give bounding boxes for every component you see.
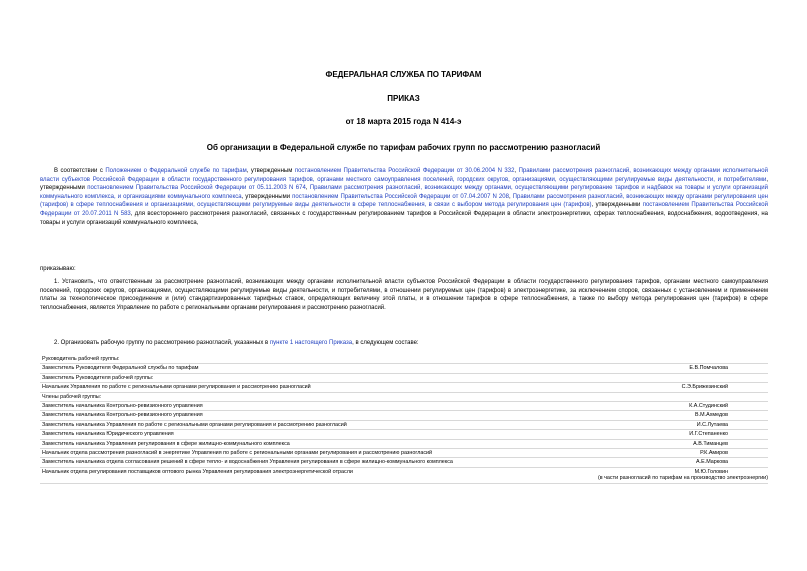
member-name: И.С.Лутаева (696, 421, 728, 428)
composition-section-header (40, 373, 768, 382)
member-position: Заместитель начальника Управления по работе с региональными органами регулирования и рассмотрению разногласий (40, 420, 534, 429)
composition-row (40, 411, 768, 420)
link-decree-332[interactable]: постановлением Правительства Российской Федерации от 30.06.2004 N 332 (294, 168, 515, 174)
member-name-cell (534, 411, 768, 420)
composition-section-header (40, 392, 768, 401)
member-name: А.Е.Маркова (696, 459, 728, 466)
member-position: Заместитель начальника отдела согласования решений в сфере тепло- и водоснабжения Управления регулирования в сфере жилищно-коммунального комплекса (40, 458, 534, 467)
composition-row (40, 467, 768, 483)
link-decree-208[interactable]: постановлением Правительства Российской Федерации от 07.04.2007 N 208 (292, 193, 509, 200)
intro-text: , утвержденным (246, 168, 295, 174)
order-word: приказываю: (40, 266, 76, 272)
member-name-cell (534, 355, 768, 364)
member-name: К.А.Студинский (689, 403, 728, 410)
intro-paragraph (40, 167, 768, 227)
member-name-cell (534, 373, 768, 382)
intro-text: , утвержденными (591, 202, 643, 209)
member-name: А.В.Тиманцев (693, 440, 728, 447)
composition-row (40, 458, 768, 467)
member-name-cell (534, 402, 768, 411)
document-type: ПРИКАЗ (387, 94, 420, 103)
member-name-cell (534, 392, 768, 401)
member-name-cell (534, 420, 768, 429)
member-name-cell (534, 364, 768, 373)
member-position: Начальник отдела регулирования поставщиков оптового рынка Управления регулирования электроэнергетической отрасли (40, 467, 534, 483)
member-name: С.Э.Брижезинский (681, 384, 728, 391)
member-position: Заместитель Руководителя рабочей группы: (40, 373, 534, 382)
member-position: Руководитель рабочей группы: (40, 355, 534, 364)
composition-section-header (40, 355, 768, 364)
member-position: Начальник отдела рассмотрения разногласий в энергетике Управления по работе с региональными органами регулирования и рассмотрению разногласий (40, 449, 534, 458)
member-position: Заместитель начальника Юридического управления (40, 430, 534, 439)
member-position: Заместитель начальника Контрольно-ревизионного управления (40, 411, 534, 420)
member-name-cell (534, 430, 768, 439)
agency-title: ФЕДЕРАЛЬНАЯ СЛУЖБА ПО ТАРИФАМ (325, 70, 482, 79)
item-2-text: , в следующем составе: (352, 340, 419, 346)
composition-table (40, 355, 768, 484)
member-position: Начальник Управления по работе с региональными органами регулирования и рассмотрению разногласий (40, 383, 534, 392)
link-rules-583[interactable]: Правилами рассмотрения разногласий, возникающих между органами регулирования цен (тарифов) в сфере теплоснабжения и организациями, осуществляющими регулируемые виды деятельности в сфере теплоснабжения, в связи с выбором метода регулирования цен (тарифов) (40, 193, 768, 209)
composition-row (40, 449, 768, 458)
member-position: Заместитель начальника Управления регулирования в сфере жилищно-коммунального комплекса (40, 439, 534, 448)
intro-text: В соответствии с (54, 168, 106, 174)
link-rules-674[interactable]: Правилами рассмотрения разногласий, возникающих между органами исполнительной власти субъектов Российской Федерации в области государственного регулирования тарифов, органами местного самоуправления поселений, городских округов, организациями, осуществляющими регулируемые виды деятельности, и потребителями (40, 168, 768, 183)
item-2-text: 2. Организовать рабочую группу по рассмотрению разногласий, указанных в (54, 340, 270, 346)
intro-text: , утвержденными (40, 176, 768, 192)
intro-text: , утвержденными (241, 193, 293, 200)
member-note: (в части разногласий по тарифам на производство электроэнергии) (597, 475, 768, 482)
member-name-cell (534, 383, 768, 392)
link-rules-208[interactable]: Правилами рассмотрения разногласий, возникающих между органами, осуществляющими регулирование тарифов и надбавок на товары и услуги организаций коммунального комплекса, и организациями коммунального комплекса (40, 185, 768, 200)
member-name: Р.К.Амиров (700, 450, 728, 457)
composition-row (40, 420, 768, 429)
member-name: И.Г.Степаненко (689, 431, 728, 438)
item-1-paragraph: 1. Установить, что ответственным за рассмотрение разногласий, возникающих между органами исполнительной власти субъектов Российской Федерации в области государственного регулирования тарифов, органами местного самоуправления поселений, городских округов, организациями, осуществляющими регулируемые виды деятельности, и потребителями, в отношении регулируемых цен (тарифов) в электроэнергетике, за исключением споров, связанных с установлением и применением платы за технологическое присоединение и (или) стандартизированных тарифных ставок, определяющих величину этой платы, и в отношении тарифов в сфере теплоснабжения, а также по выбору метода регулирования цен (тарифов) в сфере теплоснабжения, является Управление по работе с региональными органами регулирования и рассмотрению разногласий. (40, 279, 768, 311)
member-name-cell (534, 449, 768, 458)
document-subject: Об организации в Федеральной службе по тарифам рабочих групп по рассмотрению разногласий (206, 143, 601, 152)
item-2-paragraph (40, 339, 768, 348)
intro-text: , (508, 193, 513, 200)
link-decree-583[interactable]: постановлением Правительства Российской Федерации от 20.07.2011 N 583 (40, 202, 768, 217)
member-name: В.М.Ахмедов (695, 412, 728, 419)
composition-row (40, 402, 768, 411)
intro-text: , для всестороннего рассмотрения разногласий, связанных с государственным регулированием тарифов в Российской Федерации в области электроэнергетики, сферах теплоснабжения, водоснабжения, водоотведения, на товары и услуги организаций коммунального комплекса, (40, 210, 768, 226)
composition-row (40, 439, 768, 448)
composition-row (40, 364, 768, 373)
composition-row (40, 430, 768, 439)
intro-text: , (514, 168, 519, 174)
member-name-cell (534, 467, 768, 483)
document-date: от 18 марта 2015 года N 414-э (345, 117, 462, 126)
link-regulation-fst[interactable]: Положением о Федеральной службе по тарифам (105, 168, 247, 174)
intro-text: , (305, 185, 310, 192)
composition-row (40, 383, 768, 392)
member-name: Е.В.Помчалова (689, 365, 728, 372)
member-name-cell (534, 439, 768, 448)
link-decree-674[interactable]: постановлением Правительства Российской Федерации от 05.11.2003 N 674 (87, 185, 306, 192)
member-position: Заместитель Руководителя Федеральной службы по тарифам (40, 364, 534, 373)
member-name-cell (534, 458, 768, 467)
link-item-1[interactable]: пункте 1 настоящего Приказа (269, 340, 353, 346)
member-position: Заместитель начальника Контрольно-ревизионного управления (40, 402, 534, 411)
member-name: М.Ю.Головин (694, 468, 728, 475)
member-position: Члены рабочей группы: (40, 392, 534, 401)
